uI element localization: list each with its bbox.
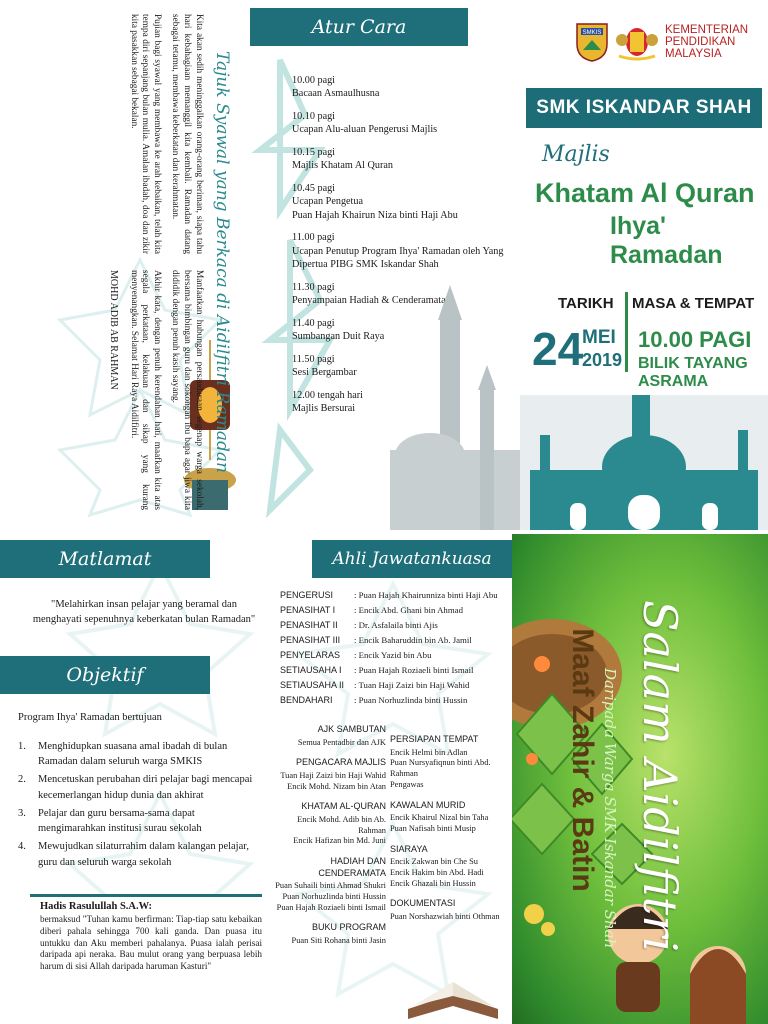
ministry-line: MALAYSIA (665, 48, 722, 61)
event-title: Khatam Al Quran (535, 178, 755, 208)
committee-name: : Dr. Asfalaila binti Ajis (354, 620, 438, 630)
hadith-box (30, 894, 262, 1020)
greeting-from: Daripada Warga SMK Iskandar Shah (601, 668, 619, 949)
committee-group-name: Encik Ghazali bin Hussin (390, 878, 476, 888)
committee-role: BENDAHARI (280, 695, 333, 705)
agenda-desc: Ucapan Pengetua Puan Hajah Khairun Niza binti Haji Abu (292, 196, 458, 221)
committee-name: : Puan Hajah Roziaeli binti Ismail (354, 665, 474, 675)
committee-group-name: Encik Zakwan bin Che Su (390, 857, 478, 867)
greeting-message: Maaf Zahir & Batin (566, 628, 599, 892)
mosque-illustration (520, 395, 768, 530)
crest-label: SMKIS (582, 30, 602, 36)
committee-group-name: Semua Pentadbir dan AJK (297, 737, 386, 747)
date-day: 24 (532, 323, 584, 375)
agenda-time: 11.40 pagi (292, 317, 335, 329)
committee-group-head: AJK SAMBUTAN (317, 724, 386, 734)
committee-role: PENASIHAT II (280, 620, 338, 630)
event-subtitle: Ihya' Ramadan (610, 212, 723, 269)
committee-name: : Tuan Haji Zaizi bin Haji Wahid (354, 680, 470, 690)
committee-group-name: Tuan Haji Zaizi bin Haji Wahid (280, 770, 386, 780)
agenda-time: 10.15 pagi (292, 147, 336, 158)
committee-row (280, 635, 512, 645)
divider (625, 292, 628, 372)
committee-name: : Encik Yazid bin Abu (354, 650, 432, 660)
agenda-desc: Bacaan Asmaulhusna (292, 88, 380, 100)
committee-group-name: Pengawas (390, 779, 424, 789)
agenda-time: 11.00 pagi (292, 232, 335, 244)
agenda-title: Atur Cara (250, 8, 468, 46)
agenda-time: 10.00 pagi (292, 75, 336, 86)
agenda-time: 10.45 pagi (292, 183, 336, 194)
event-venue: BILIK TAYANG ASRAMA (638, 355, 748, 391)
objectives-list (18, 739, 260, 873)
greeting-panel (512, 534, 768, 1024)
agenda-time: 11.30 pagi (292, 281, 335, 293)
message-paragraph: Akhir kata, dengan penuh kerendahan hati, maafkan kita atas segala perkataan, kelakuan dan sikap yang kurang menyenangkan. Selamat Hari Raya Aidilfitri. (128, 270, 163, 510)
committee-group (274, 757, 386, 792)
committee-group-name: Puan Norshazwiah binti Othman (390, 911, 500, 921)
agenda-item (292, 231, 514, 271)
message-signature: MOHD ADIB AB RAHMAN (107, 270, 119, 390)
committee-row (280, 620, 512, 630)
ministry-line: KEMENTERIAN (665, 23, 749, 36)
message-rotated-block (0, 0, 250, 530)
committee-group-head: PERSIAPAN TEMPAT (390, 734, 479, 744)
objectives-intro: Program Ihya' Ramadan bertujuan (18, 712, 162, 723)
goal-title: Matlamat (0, 540, 210, 578)
agenda-item (292, 74, 514, 101)
agenda-time: 11.50 pagi (292, 353, 335, 365)
committee-group-name: Encik Khairul Nizal bin Taha (390, 813, 489, 823)
committee-name: : Puan Norhuzlinda binti Hussin (354, 695, 468, 705)
committee-role: PENYELARAS (280, 650, 341, 660)
committee-row (280, 650, 512, 660)
agenda-item (292, 182, 514, 222)
committee-row (280, 695, 512, 705)
school-name: SMK ISKANDAR SHAH (526, 88, 762, 128)
committee-group-head: DOKUMENTASI (390, 898, 456, 909)
objective-text: Pelajar dan guru bersama-sama dapat mengimarahkan institusi surau sekolah (38, 807, 202, 835)
ministry-line: PENDIDIKAN (665, 35, 736, 48)
agenda-desc: Majlis Khatam Al Quran (292, 160, 394, 172)
committee-groups-right (390, 734, 502, 932)
committee-row (280, 680, 512, 690)
message-body (106, 14, 204, 510)
logo-row (575, 22, 748, 62)
agenda-item (292, 110, 514, 137)
quran-book-illustration (398, 964, 508, 1024)
ministry-name (665, 24, 748, 60)
date-label: TARIKH (558, 295, 614, 312)
agenda-panel (250, 0, 520, 530)
committee-group-name: Puan Nursyafiqnun binti Abd. Rahman (390, 758, 491, 779)
committee-group-head: KHATAM AL-QURAN (301, 801, 386, 812)
committee-group-name: Puan Siti Rohana binti Jasin (291, 935, 386, 945)
committee-panel (268, 534, 512, 1024)
committee-group-name: Encik Mohd. Adib bin Ab. Rahman (297, 814, 386, 835)
message-paragraph: Manfaatkan hubungan persaudaraan segenap warga sekolah, bersama bimbingan guru dan sokongan ibu bapa agar jiwa kita dididik dengan penuh kasih sayang. (170, 270, 204, 510)
committee-row (280, 590, 512, 600)
date-month: MEI (582, 327, 616, 348)
committee-name: : Puan Hajah Khairunniza binti Haji Abu (354, 590, 498, 600)
committee-group-name: Puan Nafisah binti Musip (390, 823, 476, 833)
committee-main-list (280, 590, 512, 710)
message-panel (0, 0, 250, 530)
agenda-desc: Ucapan Penutup Program Ihya' Ramadan oleh Yang Dipertua PIBG SMK Iskandar Shah (292, 245, 504, 270)
agenda-desc: Ucapan Alu-aluan Pengerusi Majlis (292, 124, 438, 136)
message-title: Tajuk Syawal yang Berkaca di Aidilfitri Ramadan (212, 50, 232, 474)
committee-role: PENASIHAT III (280, 635, 341, 645)
greeting-title: Salam Aidilfitri (633, 600, 687, 952)
committee-name: : Encik Baharuddin bin Ab. Jamil (354, 635, 472, 645)
cover-panel (520, 0, 768, 530)
message-paragraph: Kita akan sedih meninggalkan orang-orang beriman, siapa tahu hari kebahagiaan memanggil kita kembali. Ramadan datang sebagai tetamu, membawa keberkatan dan kerahmatan. (170, 14, 204, 254)
committee-group (274, 922, 386, 946)
hadith-text: bermaksud "Tuhan kamu berfirman: Tiap-tiap satu kebaikan diberi pahala sehingga 700 kali ganda. Dan puasa itu untukku dan Aku memberi pahalanya. Puasa ialah perisai daripada api neraka. Bau mulut orang yang berpuasa lebih harum di sisi Allah daripada haruman Kasturi" (40, 914, 262, 972)
committee-group-name: Puan Suhaili binti Ahmad Shukri (275, 881, 386, 891)
committee-role: PENGERUSI (280, 590, 334, 600)
committee-group (390, 898, 502, 922)
committee-group-head: SIARAYA (390, 843, 428, 854)
hadith-title: Hadis Rasulullah S.A.W: (40, 901, 153, 912)
coat-of-arms-icon (615, 22, 659, 62)
mosque-illustration (380, 280, 520, 530)
committee-group (274, 801, 386, 847)
committee-group-name: Puan Hajah Roziaeli binti Ismail (276, 902, 386, 912)
committee-role: SETIAUSAHA II (280, 680, 345, 690)
agenda-desc: Sumbangan Duit Raya (292, 330, 385, 342)
committee-group-name: Encik Mohd. Nizam bin Atan (287, 781, 386, 791)
time-venue-label: MASA & TEMPAT (632, 295, 755, 312)
event-time: 10.00 PAGI (638, 327, 752, 352)
committee-group-name: Encik Hakim bin Abd. Hadi (390, 867, 484, 877)
committee-group (390, 844, 502, 890)
objective-item: 2. Mencetuskan perubahan diri pelajar bagi mencapai kecemerlangan hidup dunia dan akhirat (18, 772, 260, 802)
message-paragraph: Pujian bagi syawal yang membawa ke arah kebaikan, telah kita tempa diri sepanjang bulan mulia. Amalan ibadah, doa dan zikir kita pasakkan sebagai bekalan. (128, 14, 163, 254)
committee-group (390, 800, 502, 835)
agenda-desc: Sesi Bergambar (292, 366, 357, 378)
committee-role: SETIAUSAHA I (280, 665, 342, 675)
agenda-desc: Majlis Bersurai (292, 402, 356, 414)
committee-group (274, 856, 386, 913)
school-crest-icon (575, 22, 609, 62)
agenda-desc: Penyampaian Hadiah & Cenderamata (292, 294, 446, 306)
committee-title: Ahli Jawatankuasa (312, 540, 512, 578)
committee-group-head: HADIAH DAN CENDERAMATA (318, 856, 386, 878)
committee-group-head: KAWALAN MURID (390, 799, 466, 810)
objectives-title: Objektif (0, 656, 210, 694)
committee-role: PENASIHAT I (280, 605, 336, 615)
committee-group-name: Encik Hafizan bin Md. Juni (293, 836, 386, 846)
goal-text: "Melahirkan insan pelajar yang beramal dan menghayati sepenuhnya keberkatan bulan Ramadan" (32, 599, 256, 625)
committee-group-head: BUKU PROGRAM (311, 922, 386, 933)
objective-item: 1. Menghidupkan suasana amal ibadah di bulan Ramadan dalam seluruh warga SMKIS (18, 739, 260, 769)
objective-text: Menghidupkan suasana amal ibadah di bulan Ramadan dalam seluruh warga SMKIS (38, 741, 228, 768)
agenda-time: 12.00 tengah hari (292, 389, 364, 401)
date-year: 2019 (582, 350, 623, 370)
committee-groups-left (274, 724, 386, 956)
committee-name: : Encik Abd. Ghani bin Ahmad (354, 605, 463, 615)
event-prefix: Majlis (542, 142, 610, 167)
objective-item: 4. Mewujudkan silaturrahim dalam kalangan pelajar, guru dan seluruh warga sekolah (18, 839, 260, 869)
objective-text: Mewujudkan silaturrahim dalam kalangan pelajar, guru dan seluruh warga sekolah (38, 841, 249, 868)
objective-text: Mencetuskan perubahan diri pelajar bagi mencapai kecemerlangan hidup dunia dan akhirat (38, 774, 253, 801)
objective-item: 3. Pelajar dan guru bersama-sama dapat mengimarahkan institusi surau sekolah (18, 806, 260, 836)
goals-panel (0, 534, 268, 1024)
committee-group-name: Encik Helmi bin Adlan (390, 747, 468, 757)
agenda-time: 10.10 pagi (292, 111, 336, 122)
committee-group-head: PENGACARA MAJLIS (295, 757, 386, 768)
committee-group (390, 734, 502, 791)
committee-row (280, 605, 512, 615)
committee-row (280, 665, 512, 675)
committee-group-name: Puan Norhuzlinda binti Hussin (282, 891, 386, 901)
committee-group (274, 724, 386, 748)
agenda-item (292, 146, 514, 173)
